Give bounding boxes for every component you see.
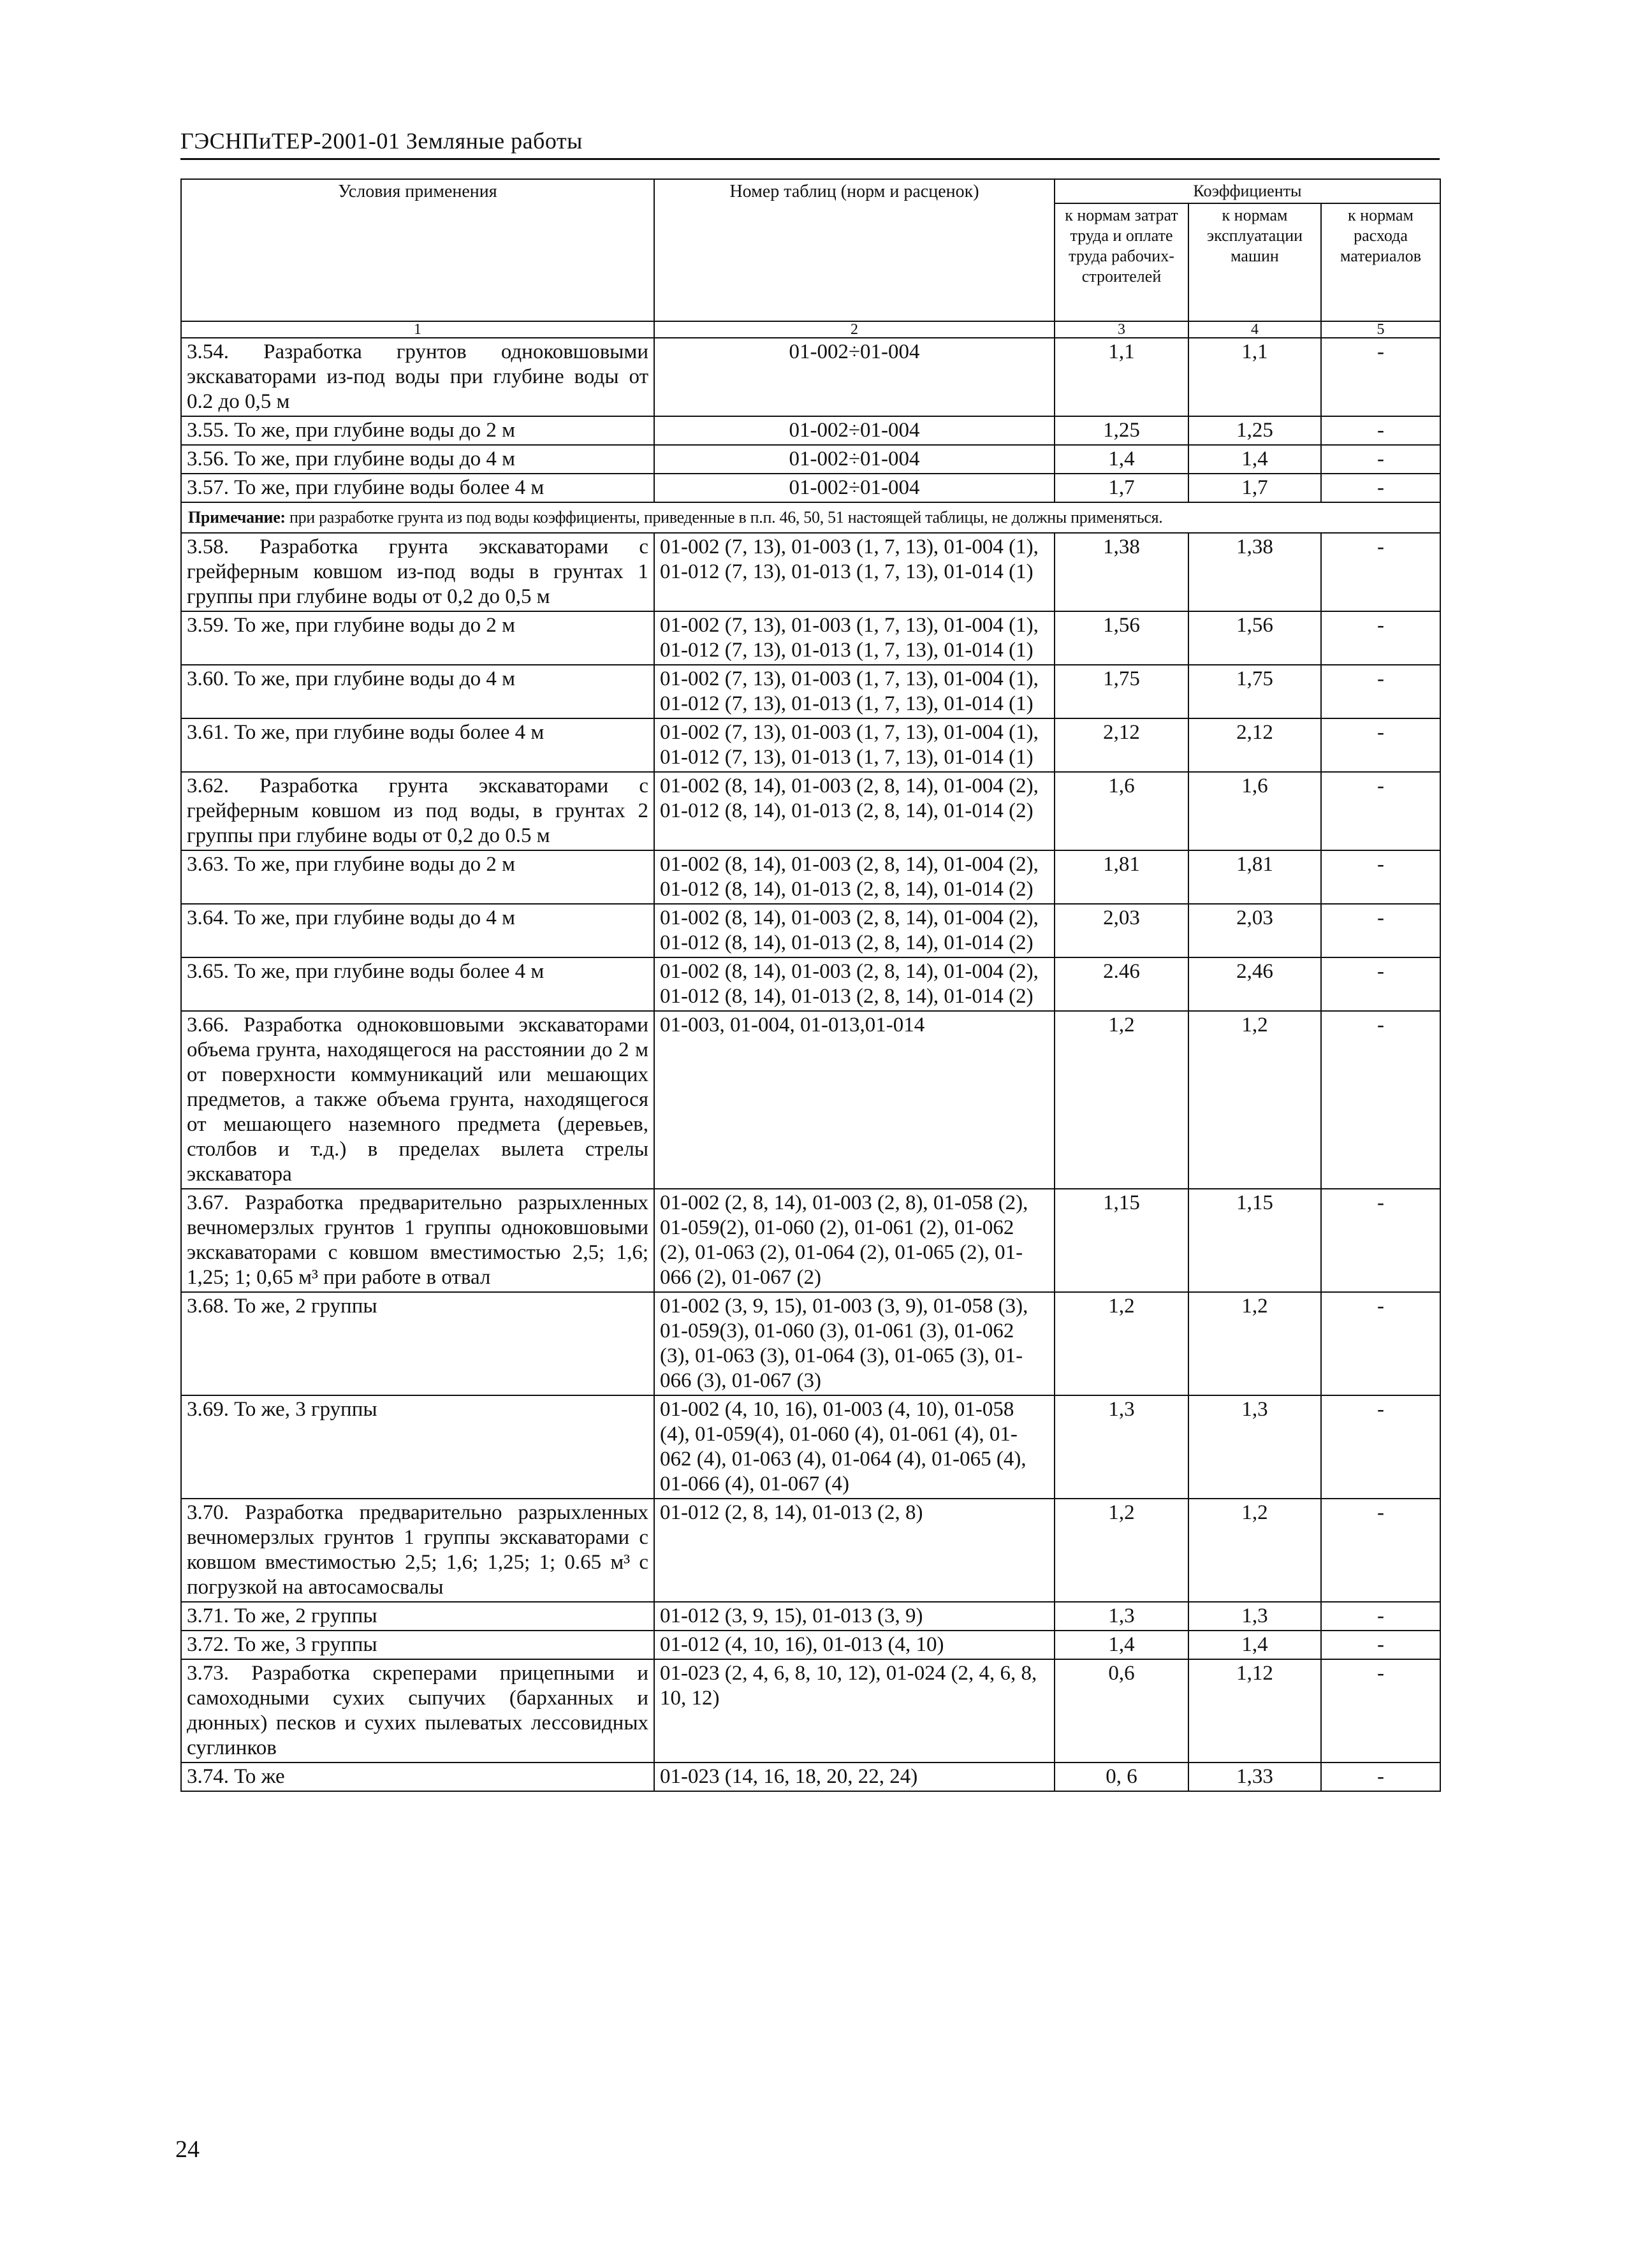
- table-row: [181, 1602, 1440, 1631]
- machines-coefficient-cell: 1,56: [1188, 611, 1321, 665]
- table-row: [181, 533, 1440, 611]
- table-numbers-cell: 01-002 (7, 13), 01-003 (1, 7, 13), 01-004 (1), 01-012 (7, 13), 01-013 (1, 7, 13), 01-014 (1): [654, 611, 1055, 665]
- table-numbers-cell: 01-002 (7, 13), 01-003 (1, 7, 13), 01-004 (1), 01-012 (7, 13), 01-013 (1, 7, 13), 01-014 (1): [654, 665, 1055, 718]
- labor-coefficient-cell: 0, 6: [1055, 1763, 1188, 1791]
- materials-coefficient-cell: -: [1321, 1011, 1440, 1189]
- note-cell: [181, 502, 1440, 533]
- table-numbers-cell: 01-023 (2, 4, 6, 8, 10, 12), 01-024 (2, 4, 6, 8, 10, 12): [654, 1659, 1055, 1763]
- materials-coefficient-cell: -: [1321, 1499, 1440, 1602]
- labor-coefficient-cell: 1,25: [1055, 416, 1188, 445]
- column-number: 3: [1055, 321, 1188, 338]
- materials-coefficient-cell: -: [1321, 1631, 1440, 1659]
- materials-coefficient-cell: -: [1321, 957, 1440, 1011]
- machines-coefficient-cell: 1,3: [1188, 1602, 1321, 1631]
- table-numbers-cell: 01-002 (8, 14), 01-003 (2, 8, 14), 01-004 (2), 01-012 (8, 14), 01-013 (2, 8, 14), 01-014 (2): [654, 904, 1055, 957]
- header-coefficients: Коэффициенты: [1055, 179, 1440, 203]
- table-row: [181, 1292, 1440, 1395]
- table-numbers-cell: 01-003, 01-004, 01-013,01-014: [654, 1011, 1055, 1189]
- table-numbers-cell: 01-002 (4, 10, 16), 01-003 (4, 10), 01-058 (4), 01-059(4), 01-060 (4), 01-061 (4), 01-062 (4), 01-063 (4), 01-064 (4), 01-065 (4), 01-066 (4), 01-067 (4): [654, 1395, 1055, 1499]
- note-label: Примечание:: [188, 508, 286, 527]
- header-row-top: [181, 179, 1440, 203]
- labor-coefficient-cell: 1,6: [1055, 772, 1188, 850]
- document-title: ГЭСНПиТЕР-2001-01 Земляные работы: [180, 128, 583, 154]
- labor-coefficient-cell: 1,2: [1055, 1499, 1188, 1602]
- table-row: [181, 611, 1440, 665]
- materials-coefficient-cell: -: [1321, 611, 1440, 665]
- materials-coefficient-cell: -: [1321, 1659, 1440, 1763]
- column-number-row: [181, 321, 1440, 338]
- table-row: [181, 957, 1440, 1011]
- machines-coefficient-cell: 1,75: [1188, 665, 1321, 718]
- labor-coefficient-cell: 1,4: [1055, 445, 1188, 474]
- labor-coefficient-cell: 1,3: [1055, 1602, 1188, 1631]
- machines-coefficient-cell: 2,12: [1188, 718, 1321, 772]
- column-number: 5: [1321, 321, 1440, 338]
- materials-coefficient-cell: -: [1321, 1763, 1440, 1791]
- table-numbers-cell: 01-002 (7, 13), 01-003 (1, 7, 13), 01-004 (1), 01-012 (7, 13), 01-013 (1, 7, 13), 01-014 (1): [654, 533, 1055, 611]
- table-numbers-cell: 01-002 (8, 14), 01-003 (2, 8, 14), 01-004 (2), 01-012 (8, 14), 01-013 (2, 8, 14), 01-014 (2): [654, 957, 1055, 1011]
- table-numbers-cell: 01-012 (2, 8, 14), 01-013 (2, 8): [654, 1499, 1055, 1602]
- materials-coefficient-cell: -: [1321, 850, 1440, 904]
- coefficients-table: [180, 178, 1441, 1792]
- machines-coefficient-cell: 1,7: [1188, 474, 1321, 502]
- table-numbers-cell: 01-002 (7, 13), 01-003 (1, 7, 13), 01-004 (1), 01-012 (7, 13), 01-013 (1, 7, 13), 01-014 (1): [654, 718, 1055, 772]
- table-row: [181, 1395, 1440, 1499]
- condition-cell: 3.57. То же, при глубине воды более 4 м: [181, 474, 654, 502]
- condition-cell: 3.61. То же, при глубине воды более 4 м: [181, 718, 654, 772]
- table-note-section: [181, 502, 1440, 533]
- table-row: [181, 1189, 1440, 1292]
- page-number: 24: [175, 2136, 200, 2163]
- materials-coefficient-cell: -: [1321, 1292, 1440, 1395]
- condition-cell: 3.64. То же, при глубине воды до 4 м: [181, 904, 654, 957]
- materials-coefficient-cell: -: [1321, 1395, 1440, 1499]
- machines-coefficient-cell: 1,1: [1188, 338, 1321, 416]
- labor-coefficient-cell: 1,3: [1055, 1395, 1188, 1499]
- materials-coefficient-cell: -: [1321, 904, 1440, 957]
- note-row: [181, 502, 1440, 533]
- machines-coefficient-cell: 1,2: [1188, 1292, 1321, 1395]
- table-numbers-cell: 01-012 (4, 10, 16), 01-013 (4, 10): [654, 1631, 1055, 1659]
- machines-coefficient-cell: 2,03: [1188, 904, 1321, 957]
- labor-coefficient-cell: 1,4: [1055, 1631, 1188, 1659]
- condition-cell: 3.54. Разработка грунтов одноковшовыми экскаваторами из-под воды при глубине воды от 0.2 до 0,5 м: [181, 338, 654, 416]
- labor-coefficient-cell: 1,7: [1055, 474, 1188, 502]
- materials-coefficient-cell: -: [1321, 474, 1440, 502]
- table-row: [181, 1011, 1440, 1189]
- machines-coefficient-cell: 1,6: [1188, 772, 1321, 850]
- column-number: 1: [181, 321, 654, 338]
- header-conditions: Условия применения: [181, 179, 654, 321]
- table-row: [181, 338, 1440, 416]
- table-row: [181, 1631, 1440, 1659]
- machines-coefficient-cell: 1,12: [1188, 1659, 1321, 1763]
- table-numbers-cell: 01-002 (2, 8, 14), 01-003 (2, 8), 01-058 (2), 01-059(2), 01-060 (2), 01-061 (2), 01-062 (2), 01-063 (2), 01-064 (2), 01-065 (2), 01-066 (2), 01-067 (2): [654, 1189, 1055, 1292]
- table-row: [181, 718, 1440, 772]
- materials-coefficient-cell: -: [1321, 533, 1440, 611]
- table-row: [181, 1499, 1440, 1602]
- note-text: при разработке грунта из под воды коэффициенты, приведенные в п.п. 46, 50, 51 настоящей таблицы, не должны применяться.: [285, 508, 1163, 527]
- table-numbers-cell: 01-023 (14, 16, 18, 20, 22, 24): [654, 1763, 1055, 1791]
- labor-coefficient-cell: 1,56: [1055, 611, 1188, 665]
- labor-coefficient-cell: 1,2: [1055, 1292, 1188, 1395]
- machines-coefficient-cell: 1,3: [1188, 1395, 1321, 1499]
- materials-coefficient-cell: -: [1321, 772, 1440, 850]
- table-row: [181, 665, 1440, 718]
- condition-cell: 3.58. Разработка грунта экскаваторами с грейферным ковшом из-под воды в грунтах 1 группы при глубине воды от 0,2 до 0,5 м: [181, 533, 654, 611]
- machines-coefficient-cell: 2,46: [1188, 957, 1321, 1011]
- labor-coefficient-cell: 1,1: [1055, 338, 1188, 416]
- table-numbers-cell: 01-002 (8, 14), 01-003 (2, 8, 14), 01-004 (2), 01-012 (8, 14), 01-013 (2, 8, 14), 01-014 (2): [654, 772, 1055, 850]
- condition-cell: 3.55. То же, при глубине воды до 2 м: [181, 416, 654, 445]
- table-body-underwater: [181, 338, 1440, 502]
- machines-coefficient-cell: 1,38: [1188, 533, 1321, 611]
- machines-coefficient-cell: 1,25: [1188, 416, 1321, 445]
- column-number: 2: [654, 321, 1055, 338]
- table-numbers-cell: 01-002 (3, 9, 15), 01-003 (3, 9), 01-058 (3), 01-059(3), 01-060 (3), 01-061 (3), 01-062 (3), 01-063 (3), 01-064 (3), 01-065 (3), 01-066 (3), 01-067 (3): [654, 1292, 1055, 1395]
- condition-cell: 3.68. То же, 2 группы: [181, 1292, 654, 1395]
- labor-coefficient-cell: 1,75: [1055, 665, 1188, 718]
- header-labor: к нормам затрат труда и оплате труда рабочих-строителей: [1055, 203, 1188, 321]
- labor-coefficient-cell: 1,15: [1055, 1189, 1188, 1292]
- condition-cell: 3.71. То же, 2 группы: [181, 1602, 654, 1631]
- condition-cell: 3.65. То же, при глубине воды более 4 м: [181, 957, 654, 1011]
- table-row: [181, 445, 1440, 474]
- table-row: [181, 1763, 1440, 1791]
- materials-coefficient-cell: -: [1321, 1189, 1440, 1292]
- table-numbers-cell: 01-002÷01-004: [654, 474, 1055, 502]
- condition-cell: 3.59. То же, при глубине воды до 2 м: [181, 611, 654, 665]
- table-row: [181, 772, 1440, 850]
- machines-coefficient-cell: 1,81: [1188, 850, 1321, 904]
- labor-coefficient-cell: 2.46: [1055, 957, 1188, 1011]
- table-row: [181, 850, 1440, 904]
- machines-coefficient-cell: 1,2: [1188, 1499, 1321, 1602]
- condition-cell: 3.67. Разработка предварительно разрыхленных вечномерзлых грунтов 1 группы одноковшовыми экскаваторами с ковшом вместимостью 2,5; 1,6; 1,25; 1; 0,65 м³ при работе в отвал: [181, 1189, 654, 1292]
- table-row: [181, 474, 1440, 502]
- labor-coefficient-cell: 1,38: [1055, 533, 1188, 611]
- condition-cell: 3.70. Разработка предварительно разрыхленных вечномерзлых грунтов 1 группы экскаваторами с ковшом вместимостью 2,5; 1,6; 1,25; 1; 0.65 м³ с погрузкой на автосамосвалы: [181, 1499, 654, 1602]
- page-header: [180, 127, 1440, 160]
- table-numbers-cell: 01-002÷01-004: [654, 445, 1055, 474]
- machines-coefficient-cell: 1,33: [1188, 1763, 1321, 1791]
- labor-coefficient-cell: 0,6: [1055, 1659, 1188, 1763]
- condition-cell: 3.62. Разработка грунта экскаваторами с грейферным ковшом из под воды, в грунтах 2 группы при глубине воды от 0,2 до 0.5 м: [181, 772, 654, 850]
- table-row: [181, 1659, 1440, 1763]
- labor-coefficient-cell: 2,03: [1055, 904, 1188, 957]
- labor-coefficient-cell: 1,2: [1055, 1011, 1188, 1189]
- table-numbers-cell: 01-002 (8, 14), 01-003 (2, 8, 14), 01-004 (2), 01-012 (8, 14), 01-013 (2, 8, 14), 01-014 (2): [654, 850, 1055, 904]
- materials-coefficient-cell: -: [1321, 1602, 1440, 1631]
- condition-cell: 3.73. Разработка скреперами прицепными и самоходными сухих сыпучих (барханных и дюнных) песков и сухих пылеватых лессовидных суглинков: [181, 1659, 654, 1763]
- table-numbers-cell: 01-002÷01-004: [654, 338, 1055, 416]
- materials-coefficient-cell: -: [1321, 718, 1440, 772]
- header-machines: к нормам эксплуатации машин: [1188, 203, 1321, 321]
- table-row: [181, 416, 1440, 445]
- condition-cell: 3.66. Разработка одноковшовыми экскаваторами объема грунта, находящегося на расстоянии до 2 м от поверхности коммуникаций или мешающих предметов, а также объема грунта, находящегося от мешающего наземного предмета (деревьев, столбов и т.д.) в пределах вылета стрелы экскаватора: [181, 1011, 654, 1189]
- labor-coefficient-cell: 1,81: [1055, 850, 1188, 904]
- materials-coefficient-cell: -: [1321, 338, 1440, 416]
- condition-cell: 3.56. То же, при глубине воды до 4 м: [181, 445, 654, 474]
- machines-coefficient-cell: 1,4: [1188, 445, 1321, 474]
- column-number: 4: [1188, 321, 1321, 338]
- condition-cell: 3.74. То же: [181, 1763, 654, 1791]
- machines-coefficient-cell: 1,4: [1188, 1631, 1321, 1659]
- materials-coefficient-cell: -: [1321, 416, 1440, 445]
- table-row: [181, 904, 1440, 957]
- header-materials: к нормам расхода материалов: [1321, 203, 1440, 321]
- condition-cell: 3.60. То же, при глубине воды до 4 м: [181, 665, 654, 718]
- condition-cell: 3.72. То же, 3 группы: [181, 1631, 654, 1659]
- materials-coefficient-cell: -: [1321, 445, 1440, 474]
- header-table-numbers: Номер таблиц (норм и расценок): [654, 179, 1055, 321]
- table-numbers-cell: 01-012 (3, 9, 15), 01-013 (3, 9): [654, 1602, 1055, 1631]
- condition-cell: 3.69. То же, 3 группы: [181, 1395, 654, 1499]
- table-body-grab-and-frozen: [181, 533, 1440, 1791]
- condition-cell: 3.63. То же, при глубине воды до 2 м: [181, 850, 654, 904]
- materials-coefficient-cell: -: [1321, 665, 1440, 718]
- table-numbers-cell: 01-002÷01-004: [654, 416, 1055, 445]
- machines-coefficient-cell: 1,15: [1188, 1189, 1321, 1292]
- labor-coefficient-cell: 2,12: [1055, 718, 1188, 772]
- machines-coefficient-cell: 1,2: [1188, 1011, 1321, 1189]
